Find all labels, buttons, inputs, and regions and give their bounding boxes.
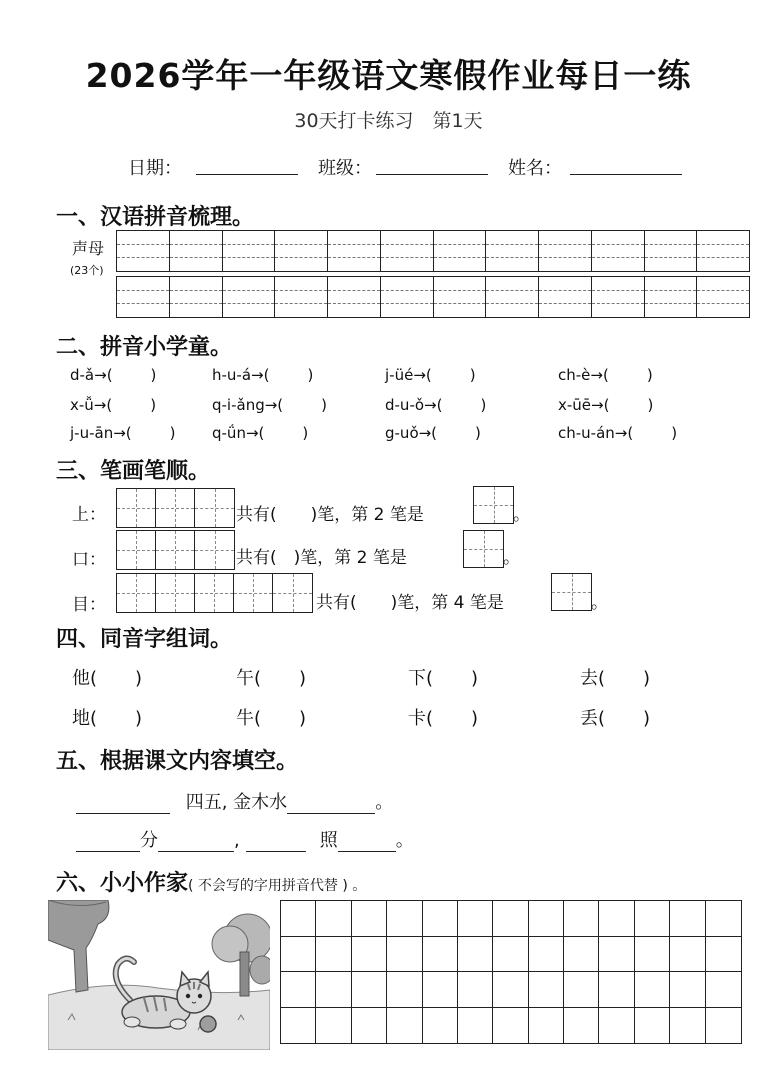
pinyin-item[interactable]: j-üé→( ) — [385, 366, 476, 384]
shengmu-label: 声母 — [72, 239, 105, 258]
pinyin-item[interactable]: j-u-ān→( ) — [70, 424, 176, 442]
word-item[interactable]: 地( ) — [72, 708, 143, 729]
pinyin-item[interactable]: d-u-ǒ→( ) — [385, 396, 487, 414]
word-item[interactable]: 他( ) — [72, 668, 143, 689]
pinyin-item[interactable]: x-ūē→( ) — [558, 396, 654, 414]
tianzige-grid[interactable] — [116, 530, 235, 570]
date-field[interactable] — [196, 154, 298, 175]
section-1-title: 一、汉语拼音梳理。 — [56, 205, 255, 230]
fill-blank[interactable] — [76, 795, 170, 814]
section-6-title: 六、小小作家( 不会写的字用拼音代替 ) 。 — [56, 871, 367, 896]
stroke-char-label: 口： — [72, 550, 106, 570]
pinyin-grid-row-2[interactable] — [116, 276, 750, 318]
pinyin-item[interactable]: ch-u-án→( ) — [558, 424, 678, 442]
cat-illustration — [48, 900, 270, 1050]
tianzige-grid[interactable] — [116, 488, 235, 528]
stroke-question: 共有( )笔，第 2 笔是 — [236, 505, 424, 525]
section-4-title: 四、同音字组词。 — [56, 627, 233, 652]
word-item[interactable]: 卡( ) — [408, 708, 479, 729]
section-6-note: ( 不会写的字用拼音代替 ) 。 — [188, 878, 367, 894]
name-field[interactable] — [570, 154, 682, 175]
date-label: 日期： — [128, 158, 182, 179]
word-item[interactable]: 午( ) — [236, 668, 307, 689]
pinyin-item[interactable]: h-u-á→( ) — [212, 366, 314, 384]
pinyin-item[interactable]: ch-è→( ) — [558, 366, 653, 384]
fill-blank[interactable] — [76, 833, 140, 852]
stroke-question: 共有( )笔，第 2 笔是 — [236, 548, 407, 568]
tianzige-grid[interactable] — [116, 573, 313, 613]
section-2-title: 二、拼音小学童。 — [56, 335, 233, 360]
class-field[interactable] — [376, 154, 488, 175]
word-item[interactable]: 牛( ) — [236, 708, 307, 729]
pinyin-item[interactable]: d-ǎ→( ) — [70, 366, 157, 384]
stroke-char-label: 目： — [72, 595, 106, 615]
period: 。 — [503, 548, 520, 568]
class-label: 班级： — [318, 158, 372, 179]
fill-line-1: 四五, 金木水 。 — [76, 788, 393, 814]
word-item[interactable]: 丢( ) — [580, 708, 651, 729]
fill-blank[interactable] — [287, 795, 375, 814]
page-title: 2026学年一年级语文寒假作业每日一练 — [85, 56, 692, 95]
fill-line-2: 分 , 照 。 — [76, 826, 414, 852]
stroke-answer-box[interactable] — [551, 573, 592, 611]
pinyin-item[interactable]: q-i-ǎng→( ) — [212, 396, 328, 414]
page-subtitle: 30天打卡练习 第1天 — [294, 110, 483, 132]
pinyin-grid-row-1[interactable] — [116, 230, 750, 272]
fill-blank[interactable] — [246, 833, 306, 852]
shengmu-count: (23个) — [70, 264, 104, 277]
stroke-question: 共有( )笔，第 4 笔是 — [316, 593, 504, 613]
pinyin-item[interactable]: x-ǚ→( ) — [70, 396, 157, 414]
period: 。 — [591, 593, 608, 613]
stroke-answer-box[interactable] — [463, 530, 504, 568]
section-5-title: 五、根据课文内容填空。 — [56, 749, 299, 774]
info-row — [0, 154, 777, 180]
fill-blank[interactable] — [158, 833, 234, 852]
stroke-char-label: 上： — [72, 505, 106, 525]
section-3-title: 三、笔画笔顺。 — [56, 459, 211, 484]
pinyin-item[interactable]: q-ǘn→( ) — [212, 424, 309, 442]
period: 。 — [513, 505, 530, 525]
pinyin-item[interactable]: g-uǒ→( ) — [385, 424, 481, 442]
word-item[interactable]: 下( ) — [408, 668, 479, 689]
stroke-answer-box[interactable] — [473, 486, 514, 524]
word-item[interactable]: 去( ) — [580, 668, 651, 689]
writing-grid[interactable] — [280, 900, 742, 1044]
fill-blank[interactable] — [338, 833, 396, 852]
name-label: 姓名： — [508, 158, 562, 179]
